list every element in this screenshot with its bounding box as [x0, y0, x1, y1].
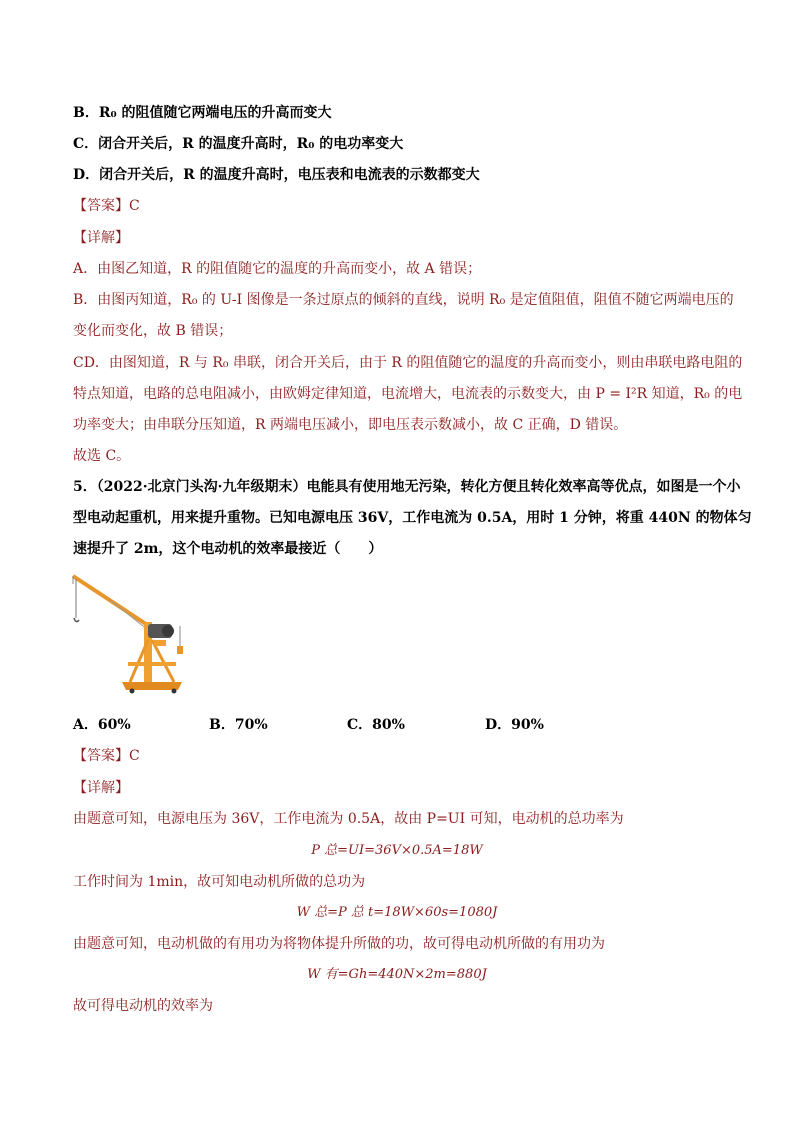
detail-cd-line3: 功率变大；由串联分压知道，R 两端电压减小，即电压表示数减小，故 C 正确，D 错误。	[73, 417, 628, 433]
detail-cd-line2: 特点知道，电路的总电阻减小，由欧姆定律知道，电流增大，电流表的示数变大，由 P = I²R 知道，R₀ 的电	[73, 386, 743, 402]
formula-total-power: P 总=UI=36V×0.5A=18W	[311, 843, 483, 858]
detail5-line1: 由题意可知，电源电压为 36V，工作电流为 0.5A，故由 P=UI 可知，电动机的总功率为	[73, 811, 624, 827]
option-b: B．R₀ 的阻值随它两端电压的升高而变大	[73, 105, 332, 121]
q5-option-c: C．80%	[347, 717, 405, 733]
detail-conclusion: 故选 C。	[73, 448, 131, 464]
detail-label: 【详解】	[73, 230, 129, 246]
answer5-label: 【答案】C	[73, 748, 140, 764]
detail5-line4: 故可得电动机的效率为	[73, 998, 213, 1014]
crane-image	[70, 570, 186, 694]
question5-line2: 型电动起重机，用来提升重物。已知电源电压 36V，工作电流为 0.5A，用时 1 分钟，将重 440N 的物体匀	[73, 510, 752, 526]
q5-option-b: B．70%	[209, 717, 268, 733]
detail5-line3: 由题意可知，电动机做的有用功为将物体提升所做的功，故可得电动机所做的有用功为	[73, 936, 605, 952]
formula-useful-work: W 有=Gh=440N×2m=880J	[307, 967, 487, 982]
detail5-label: 【详解】	[73, 780, 129, 796]
detail5-line2: 工作时间为 1min，故可知电动机所做的总功为	[73, 874, 366, 890]
detail-a: A．由图乙知道，R 的阻值随它的温度的升高而变小，故 A 错误；	[73, 261, 482, 277]
q5-option-d: D．90%	[485, 717, 544, 733]
q5-option-a: A．60%	[73, 717, 131, 733]
question5-line1: 5．（2022·北京门头沟·九年级期末）电能具有使用地无污染，转化方便且转化效率高等优点，如图是一个小	[73, 479, 741, 495]
question5-line3: 速提升了 2m，这个电动机的效率最接近（ ）	[73, 541, 383, 557]
detail-b-line2: 变化而变化，故 B 错误；	[73, 323, 233, 339]
detail-cd-line1: CD．由图知道，R 与 R₀ 串联，闭合开关后，由于 R 的阻值随它的温度的升高而变小，则由串联电路电阻的	[73, 355, 743, 371]
option-d: D．闭合开关后，R 的温度升高时，电压表和电流表的示数都变大	[73, 167, 480, 183]
formula-total-work: W 总=P 总 t=18W×60s=1080J	[296, 905, 498, 920]
answer-label: 【答案】C	[73, 198, 140, 214]
option-c: C．闭合开关后，R 的温度升高时，R₀ 的电功率变大	[73, 136, 404, 152]
detail-b-line1: B．由图丙知道，R₀ 的 U-I 图像是一条过原点的倾斜的直线，说明 R₀ 是定值阻值，阻值不随它两端电压的	[73, 292, 734, 308]
